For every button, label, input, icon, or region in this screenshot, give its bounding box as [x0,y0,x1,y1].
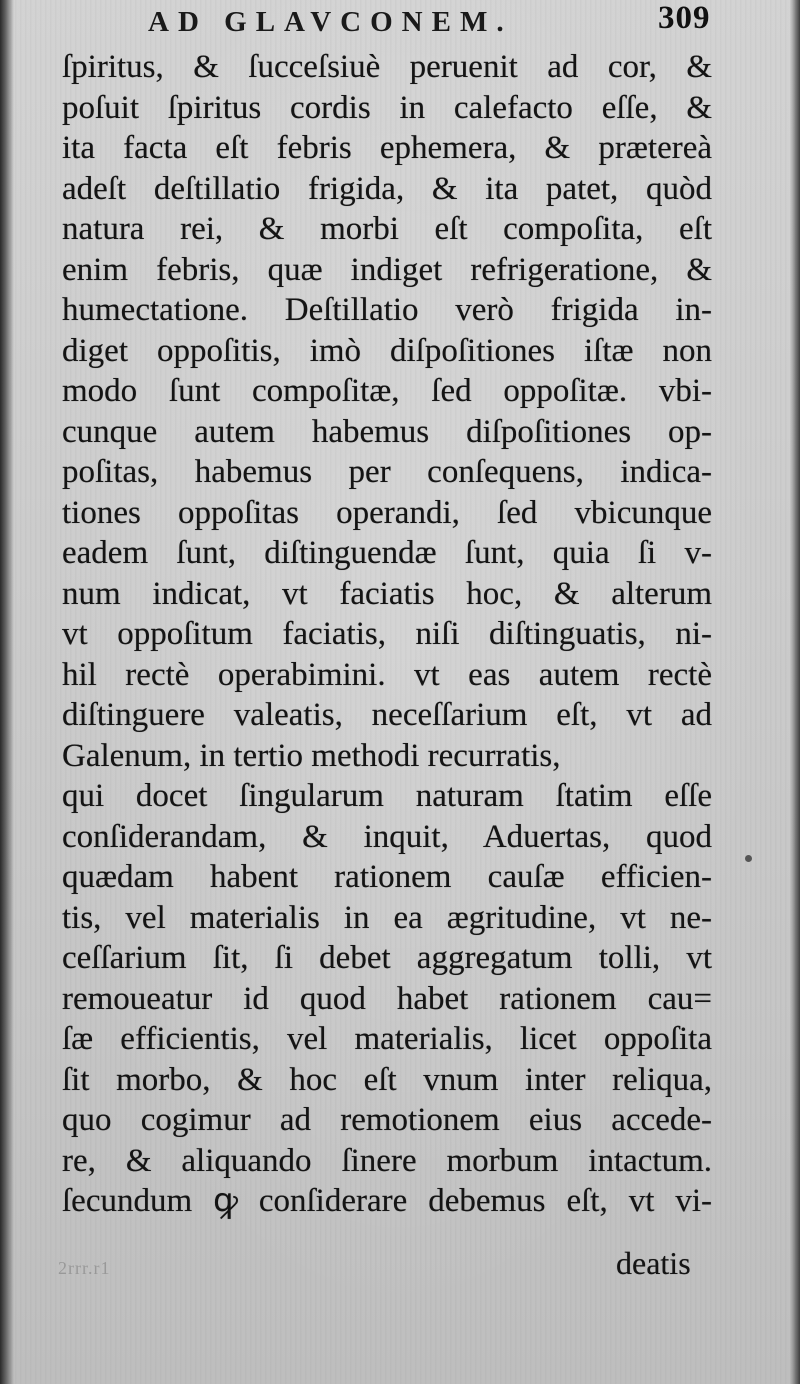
signature-mark: 2rrr.r1 [58,1258,111,1278]
text-line: cunque autem habemus diſpoſitiones op- [62,413,712,450]
text-line: ſit morbo, & hoc eſt vnum inter reliqua, [62,1061,712,1098]
page-gutter-shadow [0,0,14,1384]
ink-speck [745,855,752,862]
text-line: natura rei, & morbi eſt compoſita, eſt [62,211,712,247]
body-text [62,47,712,1222]
text-line: tiones oppoſitas operandi, ſed vbicunque [62,494,712,531]
catchword: deatis [616,1245,691,1281]
page-number: 309 [658,0,711,36]
text-line: poſitas, habemus per conſequens, indica- [62,454,712,490]
text-line: num indicat, vt faciatis hoc, & alterum [62,575,712,612]
text-line: ita facta eſt febris ephemera, & prætereà [62,130,712,166]
text-line: Galenum, in tertio methodi recurratis, [62,737,561,774]
text-line: diget oppoſitis, imò diſpoſitiones iſtæ non [62,332,712,369]
text-line: modo ſunt compoſitæ, ſed oppoſitæ. vbi- [62,373,712,409]
running-title: AD GLAVCONEM. [148,6,513,38]
text-line: poſuit ſpiritus cordis in calefacto eſſe, & [62,89,712,126]
text-line: re, & aliquando ſinere morbum intactum. [62,1142,712,1179]
text-line: quædam habent rationem cauſæ efficien- [62,859,712,895]
text-line: ſpiritus, & ſucceſsiuè peruenit ad cor, & [62,49,712,85]
text-line: remoueatur id quod habet rationem cau= [62,980,712,1017]
text-line: eadem ſunt, diſtinguendæ ſunt, quia ſi v- [62,535,712,571]
text-line: qui docet ſingularum naturam ſtatim eſſe [62,778,712,814]
text-line: humectatione. Deſtillatio verò frigida in- [62,292,712,328]
text-line: hil rectè operabimini. vt eas autem rectè [62,656,712,693]
page-edge-shadow [790,0,800,1384]
text-line: enim febris, quæ indiget refrigeratione, & [62,251,712,288]
text-line: adeſt deſtillatio frigida, & ita patet, quòd [62,170,712,207]
text-line: ceſſarium ſit, ſi debet aggregatum tolli, vt [62,940,712,976]
text-line: conſiderandam, & inquit, Aduertas, quod [62,818,712,855]
text-line: tis, vel materialis in ea ægritudine, vt ne- [62,899,712,936]
text-line: diſtinguere valeatis, neceſſarium eſt, vt ad [62,697,712,733]
text-line: ſæ efficientis, vel materialis, licet oppoſita [62,1021,712,1057]
text-line: vt oppoſitum faciatis, niſi diſtinguatis, ni- [62,616,712,652]
text-line: ſecundum ꝙ conſiderare debemus eſt, vt vi- [62,1183,712,1219]
text-line: quo cogimur ad remotionem eius accede- [62,1102,712,1138]
